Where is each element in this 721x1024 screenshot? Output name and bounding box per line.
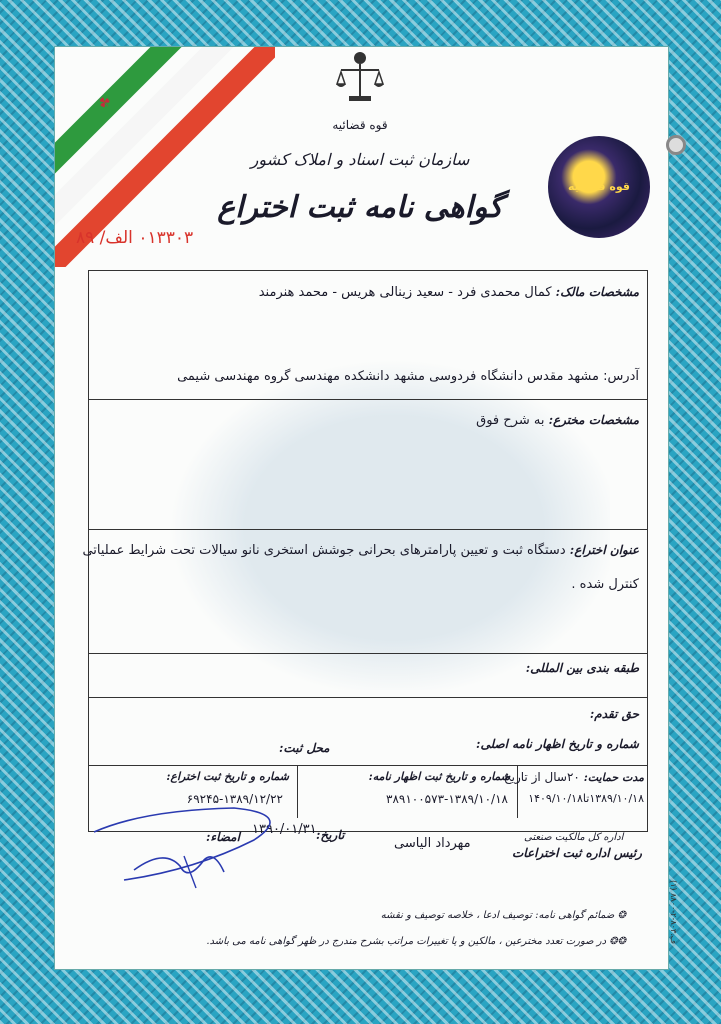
classification-label: طبقه بندی بین المللی: [525,661,639,675]
protection-cell [503,766,648,818]
handwritten-signature [84,800,294,890]
application-cell [297,766,518,818]
organization-name: سازمان ثبت اسناد و املاک کشور [250,150,470,169]
registration-value: ۶۹۲۴۵-۱۳۸۹/۱۲/۲۲ [186,792,283,806]
inventor-label: مشخصات مخترع: [548,413,639,427]
address-label: آدرس: [603,369,639,384]
application-label: شماره و تاریخ ثبت اظهار نامه: [368,770,510,783]
certificate-title: گواهی نامه ثبت اختراع [217,190,503,225]
inventor-row [476,413,639,428]
invention-row [82,543,639,558]
scales-emblem-icon [335,50,385,105]
hologram-seal-icon [548,136,650,238]
office-line1: اداره کل مالکیت صنعتی [524,832,624,843]
footnote-2: ❂❂ در صورت تعدد مخترعین ، مالکین و یا تغییرات مراتب بشرح مندرج در ظهر گواهی نامه می باشد. [206,936,626,947]
address-value: مشهد مقدس دانشگاه فردوسی مشهد دانشکده مهندسی گروه مهندسی شیمی [177,369,599,384]
footnote-1: ❂ ضمائم گواهی نامه: توصیف ادعا ، خلاصه توصیف و نقشه [380,910,626,921]
place-label: محل ثبت: [279,741,330,755]
registration-label: شماره و تاریخ ثبت اختراع: [166,770,289,783]
judiciary-label: قوه قضائیه [332,118,388,132]
invention-line1: دستگاه ثبت و تعیین پارامترهای بحرانی جوشش استخری نانو سیالات تحت شرایط عملیاتی [82,543,566,558]
divider [89,697,647,698]
date-label: تاریخ: [316,828,345,842]
details-frame [82,270,648,832]
declaration-label: شماره و تاریخ اظهار نامه اصلی: [476,737,639,751]
protection-range: ۱۳۸۹/۱۰/۱۸تا۱۴۰۹/۱۰/۱۸ [528,792,644,805]
invention-label: عنوان اختراع: [569,543,639,557]
owner-label: مشخصات مالک: [555,285,639,299]
owner-row [259,285,639,300]
inventor-value: به شرح فوق [476,413,545,428]
form-code: (۱) ف.۸۰۳-۲-۸۸۰۰ [669,880,678,945]
serial-number: ۰۱۳۳۰۳ الف/ ۸۹ [76,228,194,248]
divider [89,653,647,654]
invention-line2: کنترل شده . [571,577,639,592]
divider [89,529,647,530]
address-row [177,369,639,384]
signatory-name: مهرداد الیاسی [394,836,471,851]
divider [89,399,647,400]
application-value: ۳۸۹۱۰۰۵۷۳-۱۳۸۹/۱۰/۱۸ [386,792,508,806]
office-line2: رئیس اداره ثبت اختراعات [512,846,642,860]
date-value: ۱۳۹۰/۰۱/۳۱ [252,822,317,837]
protection-label: مدت حمایت: ۲۰سال از تاریخ [503,770,644,784]
owner-names: کمال محمدی فرد - سعید زینالی هریس - محمد هنرمند [258,285,552,300]
grommet-icon [666,135,686,155]
priority-label: حق تقدم: [589,707,639,721]
hologram-text: قوه قضائیه [568,180,630,193]
flag-emblem-icon: ☘ [95,92,116,114]
sign-label: امضاء: [206,830,240,844]
